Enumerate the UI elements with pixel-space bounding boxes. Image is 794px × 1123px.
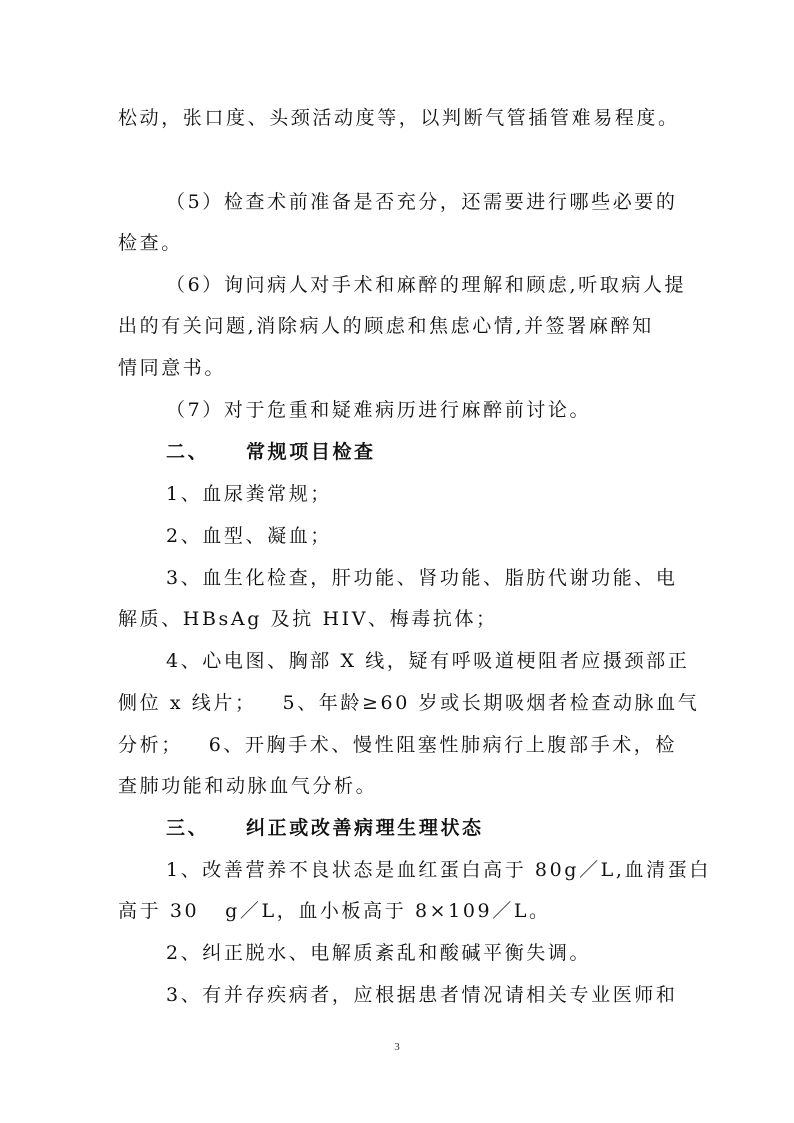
text-line-14: 侧位 x 线片； 5、年龄≥60 岁或长期吸烟者检查动脉血气 bbox=[118, 692, 700, 714]
text-line-5: 出的有关问题,消除病人的顾虑和焦虑心情,并签署麻醉知 bbox=[118, 315, 654, 337]
text-line-3: 检查。 bbox=[118, 232, 183, 254]
text-line-12: 解质、HBsAg 及抗 HIV、梅毒抗体； bbox=[118, 608, 498, 630]
section-heading-2: 二、 常规项目检查 bbox=[166, 441, 376, 463]
text-line-6: 情同意书。 bbox=[118, 357, 227, 379]
section-heading-3: 三、 纠正或改善病理生理状态 bbox=[166, 817, 484, 839]
text-line-11: 3、血生化检查，肝功能、肾功能、脂肪代谢功能、电 bbox=[166, 567, 678, 589]
text-line-18: 1、改善营养不良状态是血红蛋白高于 80g／L,血清蛋白 bbox=[166, 859, 711, 881]
text-line-2: （5）检查术前准备是否充分，还需要进行哪些必要的 bbox=[166, 191, 678, 213]
page-number: 3 bbox=[394, 1041, 400, 1053]
text-line-19: 高于 30 g／L，血小板高于 8×109／L。 bbox=[118, 900, 551, 922]
text-line-4: （6）询问病人对手术和麻醉的理解和顾虑,听取病人提 bbox=[166, 274, 687, 296]
text-line-7: （7）对于危重和疑难病历进行麻醉前讨论。 bbox=[166, 399, 592, 421]
text-line-10: 2、血型、凝血； bbox=[166, 525, 332, 547]
text-line-13: 4、心电图、胸部 X 线，疑有呼吸道梗阻者应摄颈部正 bbox=[166, 650, 690, 672]
text-line-1: 松动，张口度、头颈活动度等，以判断气管插管难易程度。 bbox=[118, 107, 680, 129]
text-line-9: 1、血尿粪常规； bbox=[166, 483, 332, 505]
text-line-21: 3、有并存疾病者，应根据患者情况请相关专业医师和 bbox=[166, 984, 678, 1006]
text-line-15: 分析； 6、开胸手术、慢性阻塞性肺病行上腹部手术，检 bbox=[118, 734, 678, 756]
text-line-20: 2、纠正脱水、电解质紊乱和酸碱平衡失调。 bbox=[166, 942, 592, 964]
text-line-16: 查肺功能和动脉血气分析。 bbox=[118, 775, 378, 797]
